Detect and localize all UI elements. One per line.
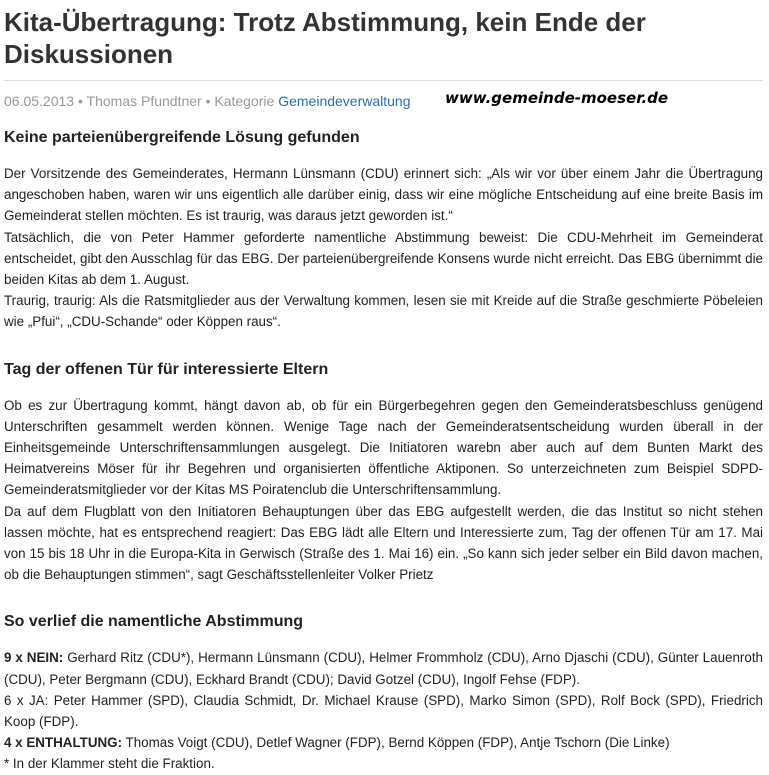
section-heading: So verlief die namentliche Abstimmung — [4, 613, 304, 631]
vote-nein — [4, 647, 763, 689]
footnote: * In der Klammer steht die Fraktion. — [4, 756, 215, 772]
paragraph: Ob es zur Übertragung kommt, hängt davon ab, ob für ein Bürgerbegehren gegen den Gemeinderatsbeschluss genügend Unterschriften gesammelt werden können. Wenige Tage nach der Gemeinderatsentscheidung wurden überall in der Einheitsgemeinde Unterschriftensammlungen ausgelegt. Die Initiatoren warebn aber auch auf dem Bunten Markt des Heimatvereins Möser für ihr Begehren und organisierten öffentliche Aktiponen. So unterzeichneten zum Beispiel SDPD-Gemeinderatsmitglieder vor der Kitas MS Poiratenclub die Unterschriftensammlung. — [4, 397, 763, 498]
section-heading: Keine parteienübergreifende Lösung gefunden — [4, 129, 360, 146]
section-keine-loesung — [4, 127, 763, 333]
vote-enthaltung-names: Thomas Voigt (CDU), Detlef Wagner (FDP), Bernd Köppen (FDP), Antje Tschorn (Die Linke) — [122, 735, 670, 751]
article-title: Kita-Übertragung: Trotz Abstimmung, kein Ende der Diskussionen — [4, 7, 646, 69]
vote-ja: 6 x JA: Peter Hammer (SPD), Claudia Schmidt, Dr. Michael Krause (SPD), Marko Simon (SPD), Rolf Bock (SPD), Friedrich Koop (FDP). — [4, 692, 763, 730]
section-heading: Tag der offenen Tür für interessierte Eltern — [4, 360, 329, 378]
title-divider — [4, 80, 763, 81]
vote-nein-label: 9 x NEIN: — [4, 650, 64, 666]
watermark-url: www.gemeinde-moeser.de — [445, 89, 669, 107]
article-meta — [4, 91, 763, 113]
vote-nein-names: Gerhard Ritz (CDU*), Hermann Lünsmann (CDU), Helmer Frommholz (CDU), Arno Djaschi (CDU), Günter Lauenroth (CDU), Peter Bergmann (CDU), Eckhard Brandt (CDU); David Gotzel (CDU), Ingolf Fehse (FDP). — [4, 650, 763, 687]
article-date: 06.05.2013 — [4, 93, 75, 109]
vote-enthaltung — [4, 732, 763, 753]
paragraph: Der Vorsitzende des Gemeinderates, Hermann Lünsmann (CDU) erinnert sich: „Als wir vor über einem Jahr die Übertragung angeschoben haben, waren wir uns eigentlich alle darüber einig, dass wir eine mögliche Entscheidung auf eine breite Basis im Gemeinderat stellen möchten. Es ist traurig, was daraus jetzt geworden ist.“ — [4, 166, 763, 224]
paragraph: Tatsächlich, die von Peter Hammer geforderte namentliche Abstimmung beweist: Die CDU-Mehrheit im Gemeinderat entscheidet, gibt den Ausschlag für das EBG. Der parteienübergreifende Konsens wurde nicht erreicht. Das EBG übernimmt die beiden Kitas ab dem 1. August. — [4, 229, 763, 288]
meta-separator: • — [74, 93, 87, 109]
paragraph: Traurig, traurig: Als die Ratsmitglieder aus der Verwaltung kommen, lesen sie mit Kreide auf die Straße geschmierte Pöbeleien wie „Pfui“, „CDU-Schande“ oder Köppen raus“. — [4, 293, 763, 330]
meta-category-prefix: • Kategorie — [201, 93, 279, 109]
paragraph: Da auf dem Flugblatt von den Initiatoren Behauptungen über das EBG aufgestellt werden, die das Institut so nicht stehen lassen möchte, hat es entsprechend reagiert: Das EBG lädt alle Eltern und Interessierte zum, Tag der offenen Tür am 17. Mai von 15 bis 18 Uhr in die Europa-Kita in Gerwisch (Straße des 1. Mai 16) ein. „So kann sich jeder selber ein Bild davon machen, ob die Behauptungen stimmen“, sagt Geschäftsstellenleiter Volker Prietz — [4, 503, 763, 583]
section-abstimmung — [4, 611, 763, 774]
category-link[interactable]: Gemeindeverwaltung — [278, 93, 411, 109]
vote-enthaltung-label: 4 x ENTHALTUNG: — [4, 735, 123, 751]
section-tag-der-offenen-tuer — [4, 359, 763, 586]
article-author: Thomas Pfundtner — [86, 93, 202, 109]
